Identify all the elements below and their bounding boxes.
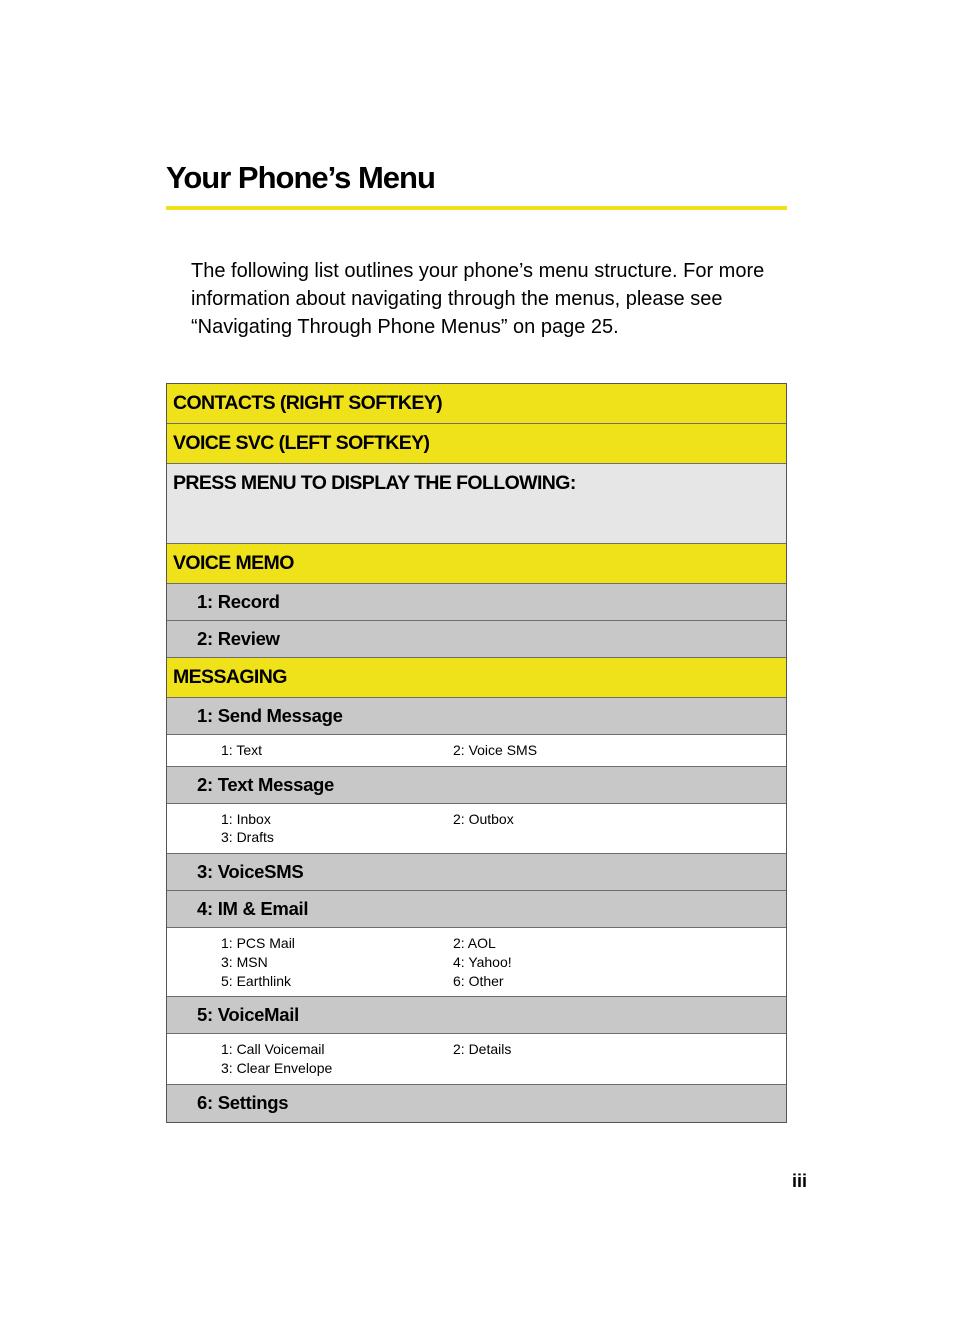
settings-row <box>167 1085 786 1122</box>
menu-item-label: 3: VoiceSMS <box>197 861 304 883</box>
menu-item-label: 1: Send Message <box>197 705 343 726</box>
menu-item-label: 2: Review <box>197 628 280 649</box>
subitem: 2: Outbox <box>453 810 514 827</box>
subitem: 1: Inbox <box>221 810 271 827</box>
menu-item-label: 5: VoiceMail <box>197 1004 299 1026</box>
menu-item-label: 4: IM & Email <box>197 898 309 920</box>
subitem: 2: AOL <box>453 935 496 952</box>
text-message-subitems <box>167 804 786 854</box>
send-message-subitems <box>167 735 786 767</box>
voice-memo-row <box>167 544 786 584</box>
send-message-row <box>167 698 786 735</box>
title-rule <box>166 206 787 210</box>
voice-memo-item-record <box>167 584 786 621</box>
menu-item-label: 2: Text Message <box>197 773 335 795</box>
im-email-subitems <box>167 928 786 997</box>
text-message-row <box>167 767 786 804</box>
press-menu-label: PRESS MENU TO DISPLAY THE FOLLOWING: <box>173 472 576 494</box>
contacts-label: CONTACTS (RIGHT SOFTKEY) <box>173 392 443 414</box>
subitems-col-2 <box>453 741 685 760</box>
subitem: 1: Call Voicemail <box>221 1041 325 1058</box>
subitem: 3: MSN <box>221 953 268 970</box>
subitem: 2: Voice SMS <box>453 742 538 758</box>
subitem: 4: Yahoo! <box>453 953 512 970</box>
voice-svc-row <box>167 424 786 464</box>
menu-item-label: 1: Record <box>197 591 280 612</box>
subitems-col-2 <box>453 810 685 829</box>
subitems-col-1 <box>221 810 453 847</box>
messaging-label: MESSAGING <box>173 666 287 688</box>
subitems-col-1 <box>221 741 453 760</box>
voice-memo-label: VOICE MEMO <box>173 552 294 574</box>
menu-table <box>166 383 787 1123</box>
menu-item-label: 6: Settings <box>197 1092 289 1114</box>
page-title: Your Phone’s Menu <box>166 160 435 195</box>
press-menu-row <box>167 464 786 544</box>
subitems-col-2 <box>453 934 685 990</box>
subitem: 3: Clear Envelope <box>221 1059 333 1076</box>
voice-svc-label: VOICE SVC (LEFT SOFTKEY) <box>173 432 430 454</box>
voicemail-subitems <box>167 1034 786 1084</box>
contacts-row <box>167 384 786 424</box>
page-number: iii <box>792 1171 808 1191</box>
subitems-col-1 <box>221 934 453 990</box>
voice-memo-item-review <box>167 621 786 658</box>
subitems-col-1 <box>221 1040 453 1077</box>
subitems-col-2 <box>453 1040 685 1059</box>
subitem: 2: Details <box>453 1041 512 1058</box>
im-email-row <box>167 891 786 928</box>
subitem: 5: Earthlink <box>221 972 292 989</box>
subitem: 6: Other <box>453 972 504 989</box>
voicesms-row <box>167 854 786 891</box>
messaging-row <box>167 658 786 698</box>
subitem: 3: Drafts <box>221 829 274 846</box>
subitem: 1: Text <box>221 742 262 758</box>
voicemail-row <box>167 997 786 1034</box>
intro-paragraph: The following list outlines your phone’s menu structure. For more information about navigating through the menus, please see “Navigating Through Phone Menus” on page 25. <box>191 260 765 338</box>
subitem: 1: PCS Mail <box>221 935 295 952</box>
